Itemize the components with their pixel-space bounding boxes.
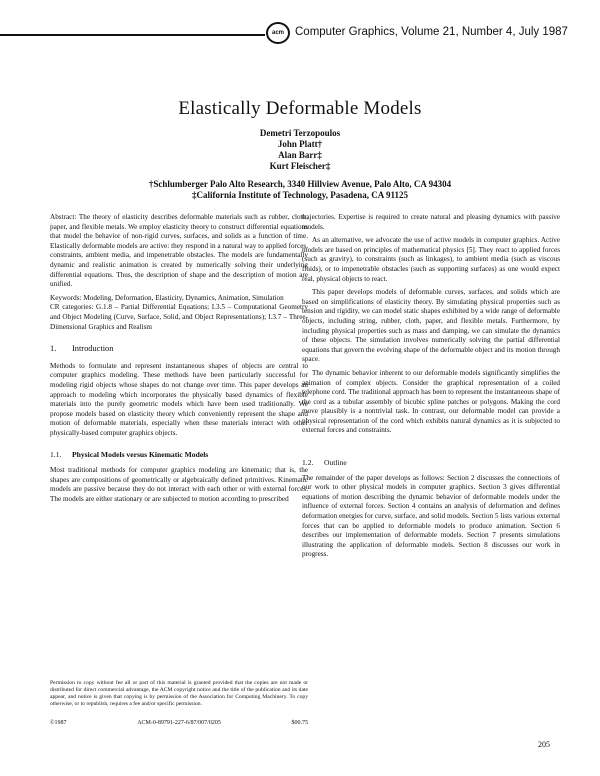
author-name: John Platt† — [277, 139, 323, 149]
right-column — [302, 213, 560, 560]
paragraph: This paper develops models of deformable curves, surfaces, and solids which are based on simplifications of elasticity theory. By simulating physical properties such as tension and rigidity, we can model static shapes exhibited by a wide range of deformable objects, including string, rubber, cloth, paper, and flexible metals. Furthermore, by including physical properties such as mass and damping, we can simulate the dynamics of these objects. The simulation involves numerically solving the partial differential equations that govern the evolving shape of the deformable object and its motion through space. — [302, 288, 560, 364]
header-rule — [0, 34, 265, 36]
physical-models-paragraph: Most traditional methods for computer graphics modeling are kinematic; that is, the shapes are compositions of geometrically or algebraically defined primitives. Kinematic models are passive because they do not interact with each other or with external forces. The models are either stationary or are subjected to motion according to prescribed — [50, 466, 308, 503]
author-list — [0, 128, 600, 172]
copyright-footer — [50, 720, 308, 726]
paper-title: Elastically Deformable Models — [178, 98, 422, 119]
left-column — [50, 213, 308, 504]
author-name: Alan Barr‡ — [278, 150, 322, 160]
paragraph: trajectories. Expertise is required to create natural and pleasing dynamics with passive models. — [302, 213, 560, 231]
running-header — [0, 20, 600, 50]
affiliations — [0, 179, 600, 201]
author-name: Kurt Fleischer‡ — [269, 161, 331, 171]
affiliation: ‡California Institute of Technology, Pasadena, CA 91125 — [191, 190, 409, 200]
acm-logo — [266, 22, 290, 44]
paragraph: As an alternative, we advocate the use of active models in computer graphics. Active models are based on principles of mathematical physics [5]. They react to applied forces (such as gravity), to constraints (such as linkages), to ambient media (such as viscous fluids), or to impenetrable obstacles (such as supporting surfaces) as one would expect real, physical objects to react. — [302, 236, 560, 283]
section-heading-introduction — [50, 344, 308, 354]
subsection-title: Physical Models versus Kinematic Models — [72, 450, 209, 460]
cr-categories: CR categories: G.1.8 – Partial Differential Equations; I.3.5 – Computational Geometry and Object Modeling (Curve, Surface, Solid, and Object Representations); I.3.7 – Three-Dimensional Graphics and Realism — [50, 303, 308, 331]
subsection-title: Outline — [324, 458, 347, 468]
keywords: Keywords: Modeling, Deformation, Elasticity, Dynamics, Animation, Simulation — [50, 293, 284, 302]
abstract: Abstract: The theory of elasticity describes deformable materials such as rubber, cloth, paper, and flexible metals. We employ elasticity theory to construct differential equations that model the behavior of non-rigid curves, surfaces, and solids as a function of time. Elastically deformable models are active: they respond in a natural way to applied forces, constraints, ambient media, and impenetrable obstacles. The models are fundamentally dynamic and realistic animation is created by numerically solving their underlying differential equations. Thus, the description of shape and the description of motion are unified. — [50, 213, 308, 289]
section-title: Introduction — [72, 344, 114, 354]
paragraph: The dynamic behavior inherent to our deformable models significantly simplifies the animation of complex objects. Consider the graphical representation of a coiled telephone cord. The traditional approach has been to represent the instantaneous shape of the cord as a tubular assembly of bicubic spline patches or polygons. Making the cord move plausibly is a nontrivial task. In contrast, our deformable model can provide a physical representation of the cord which exhibits natural dynamics as it is subjected to external forces and constraints. — [302, 368, 560, 435]
intro-paragraph: Methods to formulate and represent instantaneous shapes of objects are central to computer graphics modeling. These methods have been particularly successful for modeling rigid objects whose shapes do not change over time. This paper develops an approach to modeling which incorporates the physically based dynamics of flexible materials into the purely geometric models which have been used traditionally. We propose models based on elasticity theory which conveniently represent the shape and motion of deformable materials, especially when these materials interact with other physically-based computer graphics objects. — [50, 361, 308, 437]
subsection-number: 1.2. — [302, 458, 314, 468]
journal-title: Computer Graphics, Volume 21, Number 4, July 1987 — [295, 26, 568, 38]
section-number: 1. — [50, 344, 57, 354]
isbn: ACM-0-89791-227-6/87/007/0205 — [137, 720, 221, 726]
outline-paragraph: The remainder of the paper develops as follows: Section 2 discusses the connections of our work to other physical models in computer graphics. Section 3 gives differential equations of motion describing the dynamic behavior of deformable models under the influence of external forces. Section 4 contains an analysis of deformation and defines deformation energies for curve, surface, and solid models. Section 5 lists various external forces that can be applied to deformable models to produce animation. Section 6 describes our implementation of deformable models. Section 7 presents simulations illustrating the application of deformable models. Section 8 discusses our work in progress. — [302, 473, 560, 559]
copyright-year: ©1987 — [50, 720, 67, 726]
page-number: 205 — [538, 740, 550, 749]
permission-notice: Permission to copy without fee all or part of this material is granted provided that the copies are not made or distributed for direct commercial advantage, the ACM copyright notice and the title of the publication and its date appear, and notice is given that copying is by permission of the Association for Computing Machinery. To copy otherwise, or to republish, requires a fee and/or specific permission. — [50, 680, 308, 707]
price: $00.75 — [291, 720, 308, 726]
subsection-heading-physical-models — [50, 450, 308, 460]
affiliation: †Schlumberger Palo Alto Research, 3340 Hillview Avenue, Palo Alto, CA 94304 — [148, 179, 452, 189]
subsection-number: 1.1. — [50, 450, 62, 460]
subsection-heading-outline — [302, 458, 560, 468]
acm-logo-text: acm — [271, 30, 284, 36]
author-name: Demetri Terzopoulos — [259, 128, 341, 138]
